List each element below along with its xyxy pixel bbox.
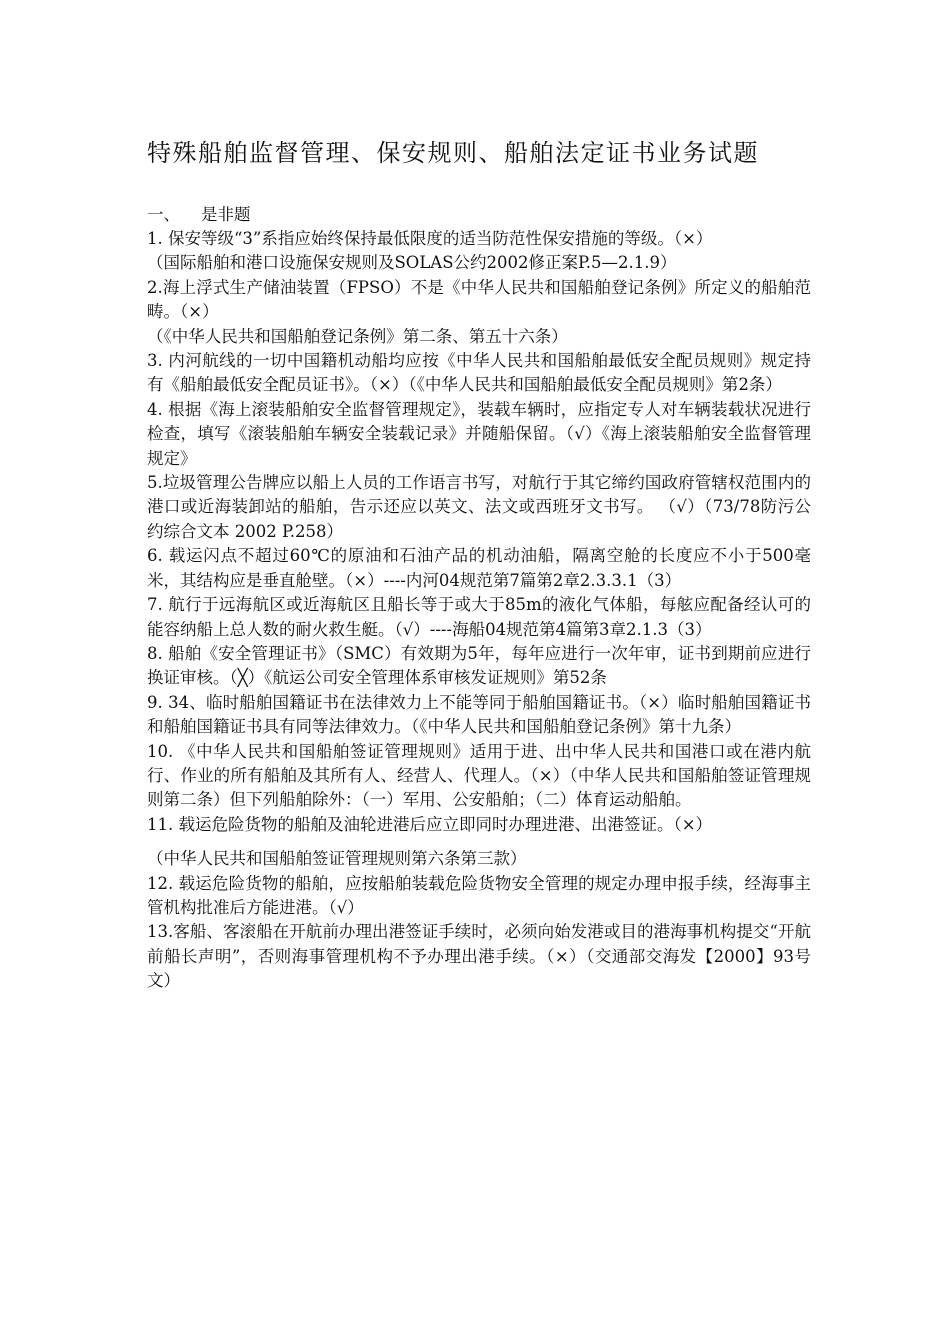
question-item: 2.海上浮式生产储油装置（FPSO）不是《中华人民共和国船舶登记条例》所定义的船舶范畴。（×） bbox=[147, 277, 811, 322]
question-item: 12. 载运危险货物的船舶，应按船舶装载危险货物安全管理的规定办理申报手续，经海事主管机构批准后方能进港。（√） bbox=[147, 873, 811, 917]
question-item: 5.垃圾管理公告牌应以船上人员的工作语言书写，对航行于其它缔约国政府管辖权范围内的港口或近海装卸站的船舶，告示还应以英文、法文或西班牙文书写。 （√）（73/78防污公约综合文本 2002 P.258） bbox=[147, 473, 811, 541]
question-item: 4. 根据《海上滚装船舶安全监督管理规定》，装载车辆时，应指定专人对车辆装载状况进行检查，填写《滚装船舶车辆安全装载记录》并随船保留。（√）《海上滚装船舶安全监督管理规定》 bbox=[147, 399, 811, 468]
question-item: 10. 《中华人民共和国船舶签证管理规则》适用于进、出中华人民共和国港口或在港内航行、作业的所有船舶及其所有人、经营人、代理人。（×）（中华人民共和国船舶签证管理规则第二条）但下列船舶除外：（一）军用、公安船舶；（二）体育运动船舶。 bbox=[147, 741, 811, 810]
reference-note: （《中华人民共和国船舶登记条例》第二条、第五十六条） bbox=[147, 326, 568, 346]
question-item: 7. 航行于远海航区或近海航区且船长等于或大于85m的液化气体船，每舷应配备经认可的能容纳船上总人数的耐火救生艇。（√）----海船04规范第4篇第3章2.1.3（3） bbox=[147, 595, 811, 639]
document-title: 特殊船舶监督管理、保安规则、船舶法定证书业务试题 bbox=[147, 139, 759, 167]
reference-note: （国际船舶和港口设施保安规则及SOLAS公约2002修正案P.5—2.1.9） bbox=[147, 253, 677, 273]
section-heading: 一、 是非题 bbox=[147, 205, 251, 224]
question-item: 3. 内河航线的一切中国籍机动船均应按《中华人民共和国船舶最低安全配员规则》规定持有《船舶最低安全配员证书》。（×）（《中华人民共和国船舶最低安全配员规则》第2条） bbox=[147, 351, 811, 395]
question-item: 9. 34、临时船舶国籍证书在法律效力上不能等同于船舶国籍证书。（×）临时船舶国籍证书和船舶国籍证书具有同等法律效力。（《中华人民共和国船舶登记条例》第十九条） bbox=[147, 692, 811, 737]
question-item: 13.客船、客滚船在开航前办理出港签证手续时，必须向始发港或目的港海事机构提交“开航前船长声明”，否则海事管理机构不予办理出港手续。（×）（交通部交海发【2000】93号文） bbox=[147, 922, 811, 991]
question-item: 1. 保安等级“3”系指应始终保持最低限度的适当防范性保安措施的等级。（×） bbox=[147, 229, 713, 248]
question-item: 6. 载运闪点不超过60℃的原油和石油产品的机动油船，隔离空舱的长度应不小于500毫米，其结构应是垂直舱壁。（×）----内河04规范第7篇第2章2.3.3.1（3） bbox=[147, 546, 811, 590]
question-item: 8. 船舶《安全管理证书》（SMC）有效期为5年，每年应进行一次年审，证书到期前应进行换证审核。（╳）《航运公司安全管理体系审核发证规则》第52条 bbox=[147, 643, 811, 688]
question-list bbox=[147, 227, 811, 994]
question-item: 11. 载运危险货物的船舶及油轮进港后应立即同时办理进港、出港签证。（×） bbox=[147, 814, 713, 834]
reference-note: （中华人民共和国船舶签证管理规则第六条第三款） bbox=[147, 849, 527, 869]
